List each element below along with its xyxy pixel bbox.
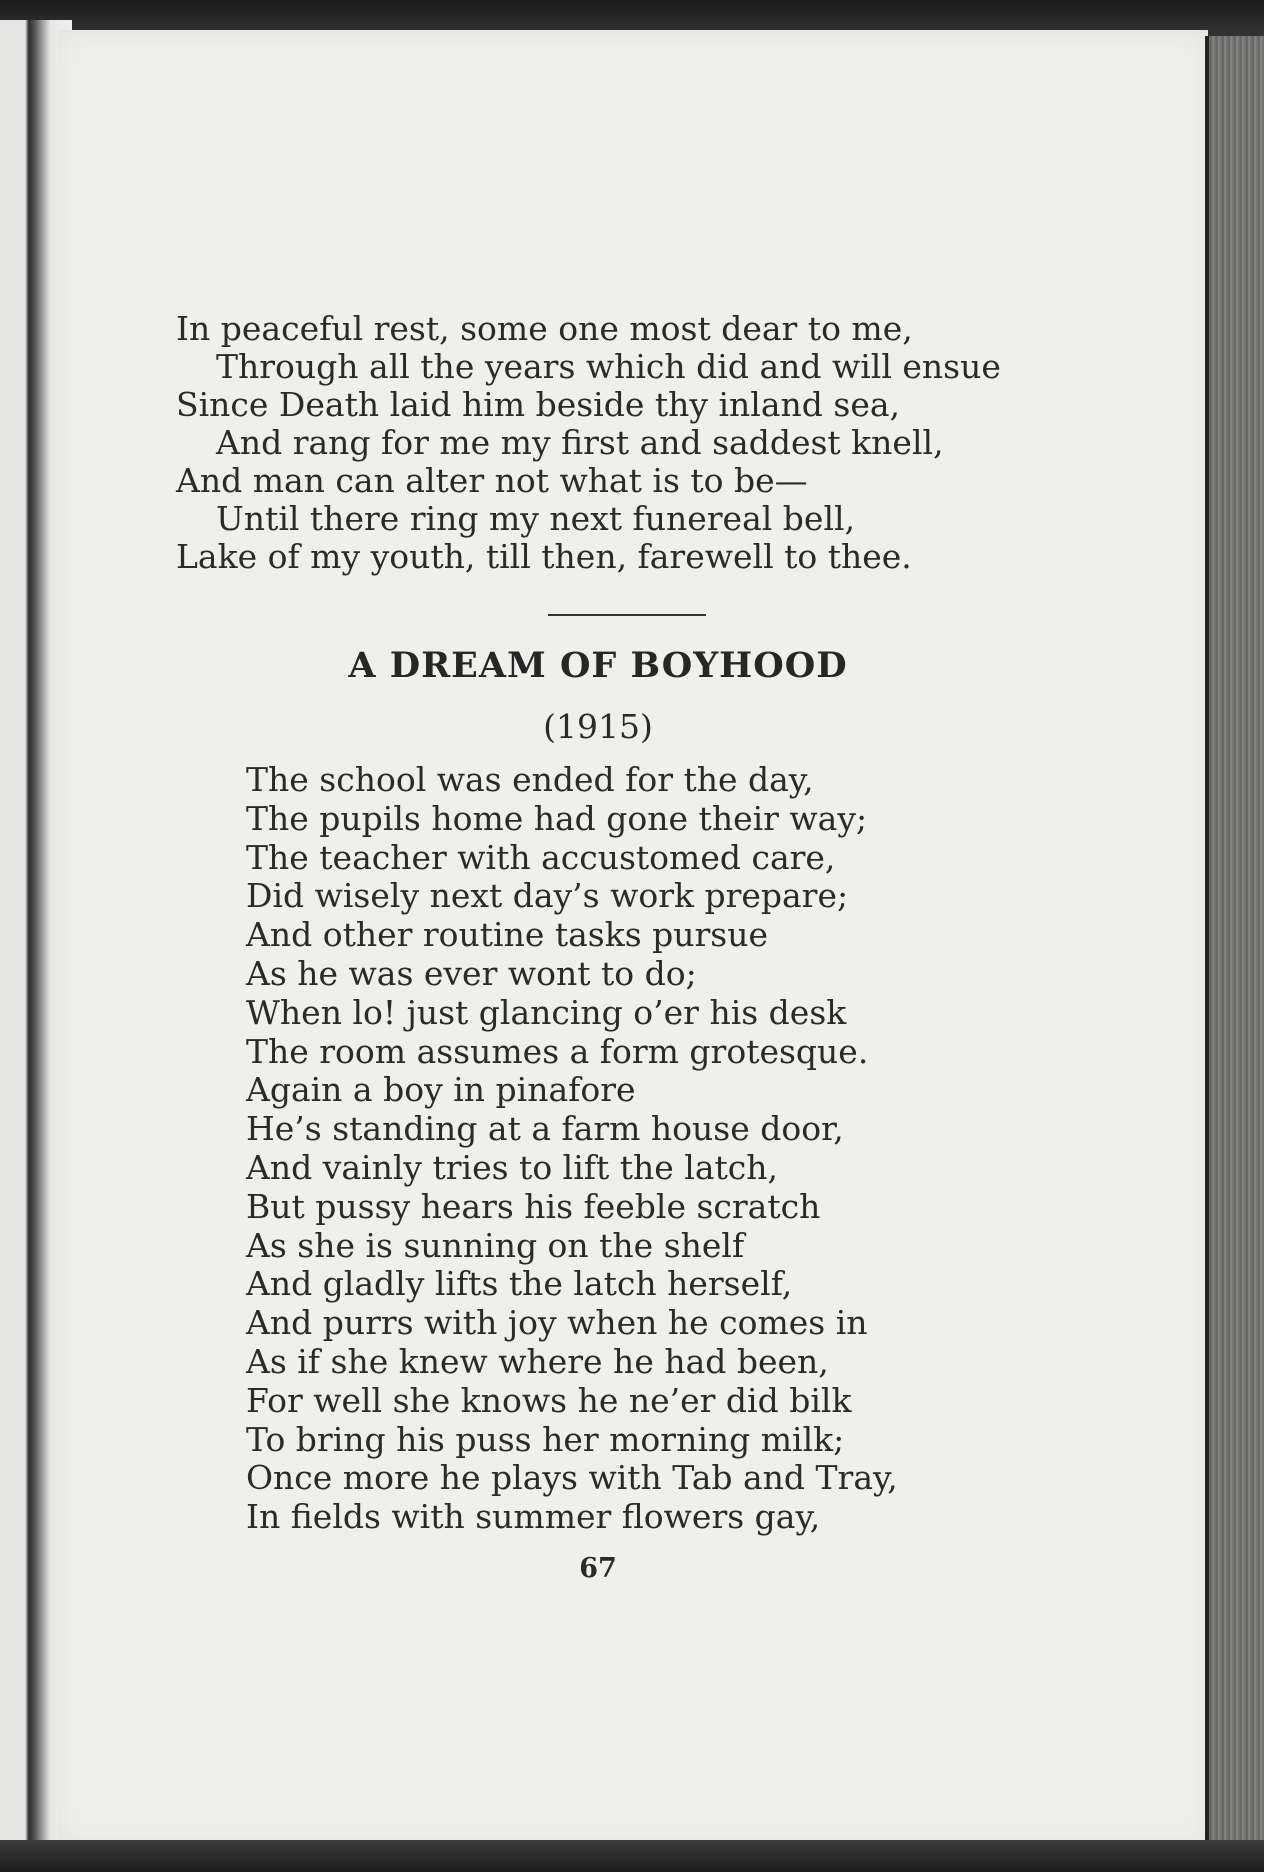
poem-line: As he was ever wont to do; — [246, 953, 697, 993]
poem-line: Again a boy in pinafore — [246, 1070, 636, 1110]
poem-line: The school was ended for the day, — [246, 760, 814, 799]
poem-line: Lake of my youth, till then, farewell to thee. — [176, 537, 912, 576]
previous-poem-stanza — [176, 310, 1001, 576]
poem-line: And rang for me my first and saddest knell, — [216, 423, 944, 462]
poem-body — [246, 761, 898, 1537]
poem-line: Until there ring my next funereal bell, — [216, 499, 856, 538]
poem-line: To bring his puss her morning milk; — [246, 1419, 845, 1459]
poem-line: And gladly lifts the latch herself, — [246, 1264, 793, 1304]
poem-line: When lo! just glancing o’er his desk — [246, 992, 847, 1032]
poem-line: Once more he plays with Tab and Tray, — [246, 1458, 898, 1498]
poem-line: As she is sunning on the shelf — [246, 1225, 745, 1265]
poem-line: But pussy hears his feeble scratch — [246, 1186, 821, 1226]
poem-line: The room assumes a form grotesque. — [246, 1031, 869, 1071]
poem-year: (1915) — [543, 707, 653, 746]
poem-line: Through all the years which did and will ensue — [216, 347, 1001, 386]
poem-line: The pupils home had gone their way; — [246, 798, 868, 838]
poem-line: And man can alter not what is to be— — [176, 461, 808, 500]
poem-line: In peaceful rest, some one most dear to me, — [176, 309, 913, 348]
poem-line: And vainly tries to lift the latch, — [246, 1147, 778, 1187]
section-divider — [548, 614, 706, 616]
poem-line: And other routine tasks pursue — [246, 915, 769, 955]
poem-line: Since Death laid him beside thy inland sea, — [176, 385, 901, 424]
poem-line: He’s standing at a farm house door, — [246, 1109, 844, 1149]
book-page-edges — [1205, 36, 1264, 1872]
poem-line: Did wisely next day’s work prepare; — [246, 876, 849, 916]
poem-line: The teacher with accustomed care, — [246, 837, 836, 877]
poem-line: For well she knows he ne’er did bilk — [246, 1380, 852, 1420]
poem-line: As if she knew where he had been, — [246, 1341, 829, 1381]
poem-line: And purrs with joy when he comes in — [246, 1303, 868, 1343]
page-number: 67 — [579, 1553, 617, 1584]
poem-title: A DREAM OF BOYHOOD — [348, 645, 848, 686]
scan-bottom-shadow — [0, 1840, 1264, 1872]
poem-line: In fields with summer flowers gay, — [246, 1497, 821, 1537]
book-page — [58, 30, 1208, 1845]
